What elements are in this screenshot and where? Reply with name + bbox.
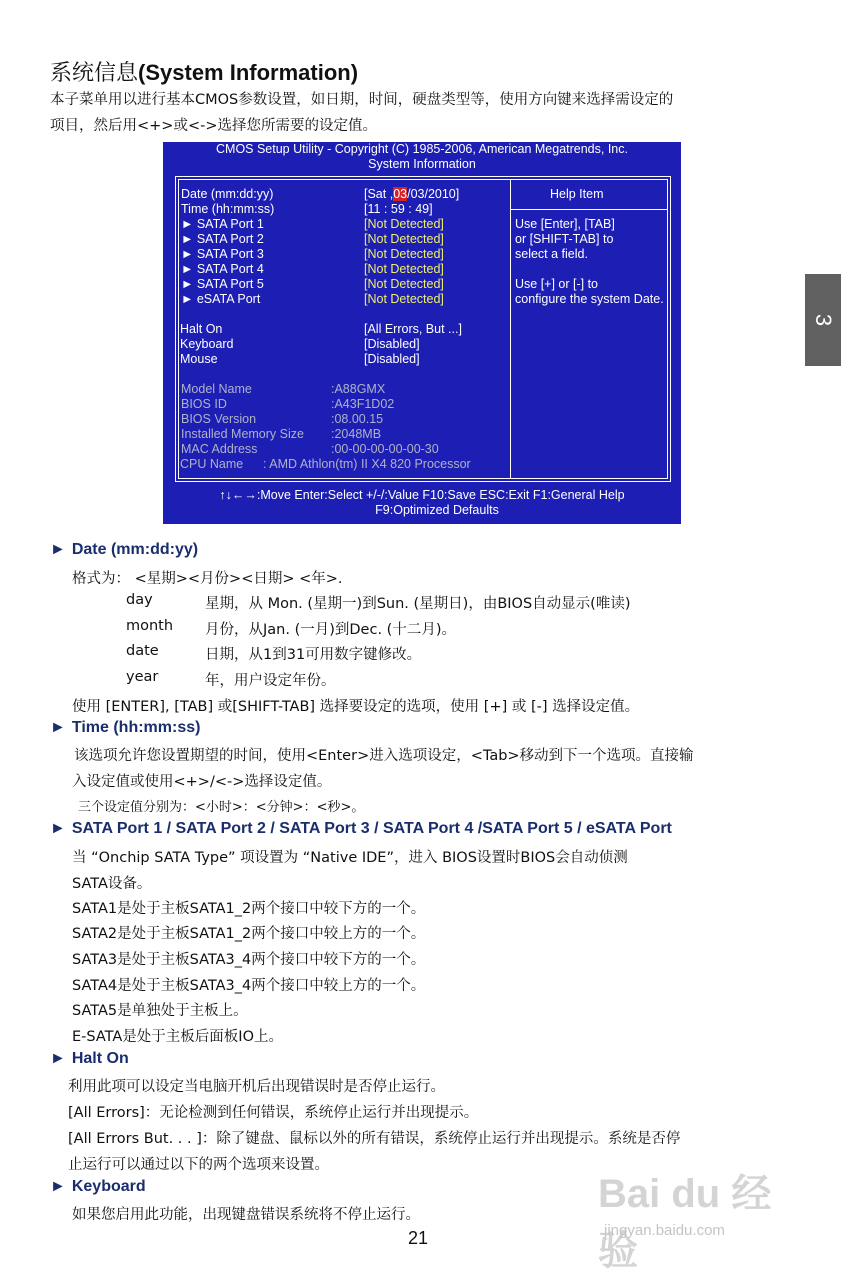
halt-on-label[interactable]: Halt On [180, 322, 223, 336]
date-desc: 年，用户设定年份。 [205, 673, 336, 689]
sata-text: SATA3是处于主板SATA3_4两个接口中较下方的一个。 [72, 952, 426, 968]
bios-id-value: :A43F1D02 [331, 397, 395, 411]
sata-text: SATA设备。 [72, 876, 152, 892]
watermark-logo: Bai du 经验 [598, 1172, 772, 1273]
sata-port-4-label[interactable]: ► SATA Port 4 [181, 262, 264, 276]
date-term: month [126, 618, 174, 634]
sata-port-1-label[interactable]: ► SATA Port 1 [181, 217, 264, 231]
memory-size-label: Installed Memory Size [181, 427, 304, 441]
help-line: or [SHIFT-TAB] to [515, 232, 614, 246]
section-heading-keyboard: ► Keyboard [50, 1178, 146, 1195]
mouse-value[interactable]: [Disabled] [364, 352, 420, 366]
section-heading-halt-on: ► Halt On [50, 1050, 129, 1067]
sata-port-1-value: [Not Detected] [364, 217, 444, 231]
date-term: year [126, 669, 159, 685]
help-line: Use [+] or [-] to [515, 277, 599, 291]
date-term: date [126, 643, 159, 659]
mouse-label[interactable]: Mouse [180, 352, 218, 366]
bios-key-legend-defaults: F9:Optimized Defaults [375, 503, 499, 517]
sata-port-2-label[interactable]: ► SATA Port 2 [181, 232, 264, 246]
date-desc: 星期，从 Mon. (星期一)到Sun. (星期日)，由BIOS自动显示(唯读) [205, 596, 631, 612]
bios-key-legend: ↑↓←→:Move Enter:Select +/-/:Value F10:Save ESC:Exit F1:General Help [219, 488, 625, 502]
bios-frame [175, 176, 671, 482]
halt-text: [All Errors]：无论检测到任何错误，系统停止运行并出现提示。 [68, 1105, 479, 1121]
section-heading-date: ► Date (mm:dd:yy) [50, 541, 199, 558]
sata-text: SATA1是处于主板SATA1_2两个接口中较下方的一个。 [72, 901, 426, 917]
bios-version-value: :08.00.15 [331, 412, 384, 426]
intro-line-1: 本子菜单用以进行基本CMOS参数设置，如日期，时间，硬盘类型等，使用方向键来选择需设定的 [50, 92, 674, 108]
sata-text: SATA2是处于主板SATA1_2两个接口中较上方的一个。 [72, 926, 426, 942]
date-term: day [126, 592, 153, 608]
sata-text: 当 “Onchip SATA Type” 项设置为 “Native IDE”，进入 BIOS设置时BIOS会自动侦测 [72, 850, 628, 866]
help-line: configure the system Date. [515, 292, 664, 306]
date-label[interactable]: Date (mm:dd:yy) [181, 187, 274, 201]
mac-address-value: :00-00-00-00-00-30 [331, 442, 439, 456]
bios-header-title: System Information [368, 157, 476, 171]
time-text: 该选项允许您设置期望的时间，使用<Enter>进入选项设定，<Tab>移动到下一个选项。直接输 [74, 748, 694, 764]
page-title: 系统信息(System Information) [50, 60, 359, 86]
time-text: 入设定值或使用<+>/<->选择设定值。 [72, 774, 332, 790]
section-heading-time: ► Time (hh:mm:ss) [50, 719, 201, 736]
sata-port-4-value: [Not Detected] [364, 262, 444, 276]
help-line: select a field. [515, 247, 588, 261]
date-usage: 使用 [ENTER], [TAB] 或[SHIFT-TAB] 选择要设定的选项，使用 [+] 或 [-] 选择设定值。 [72, 699, 640, 715]
date-selected-field: 03 [393, 187, 408, 201]
esata-port-label[interactable]: ► eSATA Port [181, 292, 261, 306]
date-desc: 日期，从1到31可用数字键修改。 [205, 647, 422, 663]
bios-header-copyright: CMOS Setup Utility - Copyright (C) 1985-2006, American Megatrends, Inc. [216, 142, 628, 156]
sata-port-5-value: [Not Detected] [364, 277, 444, 291]
sata-port-2-value: [Not Detected] [364, 232, 444, 246]
bios-id-label: BIOS ID [181, 397, 227, 411]
bios-screenshot [163, 142, 681, 524]
halt-text: 止运行可以通过以下的两个选项来设置。 [68, 1157, 329, 1173]
bios-version-label: BIOS Version [181, 412, 257, 426]
date-desc: 月份，从Jan. (一月)到Dec. (十二月)。 [205, 622, 456, 638]
mac-address-label: MAC Address [181, 442, 258, 456]
help-line: Use [Enter], [TAB] [515, 217, 615, 231]
date-format: 格式为： <星期><月份><日期> <年>. [72, 571, 343, 587]
sata-text: E-SATA是处于主板后面板IO上。 [72, 1029, 283, 1045]
sata-text: SATA4是处于主板SATA3_4两个接口中较上方的一个。 [72, 978, 426, 994]
keyboard-text: 如果您启用此功能，出现键盘错误系统将不停止运行。 [72, 1207, 420, 1223]
time-note: 三个设定值分别为：<小时>：<分钟>：<秒>。 [78, 800, 365, 815]
sata-port-3-label[interactable]: ► SATA Port 3 [181, 247, 264, 261]
model-name-value: :A88GMX [331, 382, 386, 396]
chapter-tab: 3 [805, 274, 841, 366]
esata-port-value: [Not Detected] [364, 292, 444, 306]
date-value[interactable]: [Sat ,03/03/2010] [364, 187, 460, 201]
help-title: Help Item [550, 187, 604, 201]
intro-line-2: 项目，然后用<+>或<->选择您所需要的设定值。 [50, 118, 377, 134]
time-label[interactable]: Time (hh:mm:ss) [181, 202, 275, 216]
page-number: 21 [408, 1228, 429, 1248]
sata-port-5-label[interactable]: ► SATA Port 5 [181, 277, 264, 291]
cpu-name-value: : AMD Athlon(tm) II X4 820 Processor [263, 457, 471, 471]
sata-port-3-value: [Not Detected] [364, 247, 444, 261]
halt-on-value[interactable]: [All Errors, But ...] [364, 322, 462, 336]
cpu-name-label: CPU Name [180, 457, 244, 471]
time-value[interactable]: [11 : 59 : 49] [364, 202, 433, 216]
watermark-url: jingyan.baidu.com [604, 1222, 725, 1239]
memory-size-value: :2048MB [331, 427, 382, 441]
keyboard-value[interactable]: [Disabled] [364, 337, 420, 351]
halt-text: 利用此项可以设定当电脑开机后出现错误时是否停止运行。 [68, 1079, 445, 1095]
baidu-watermark [598, 1152, 798, 1273]
model-name-label: Model Name [181, 382, 252, 396]
sata-text: SATA5是单独处于主板上。 [72, 1003, 248, 1019]
halt-text: [All Errors But. . . ]：除了键盘、鼠标以外的所有错误，系统停止运行并出现提示。系统是否停 [68, 1131, 681, 1147]
section-heading-sata: ► SATA Port 1 / SATA Port 2 / SATA Port 3 / SATA Port 4 /SATA Port 5 / eSATA Port [50, 820, 672, 837]
keyboard-label[interactable]: Keyboard [180, 337, 234, 351]
